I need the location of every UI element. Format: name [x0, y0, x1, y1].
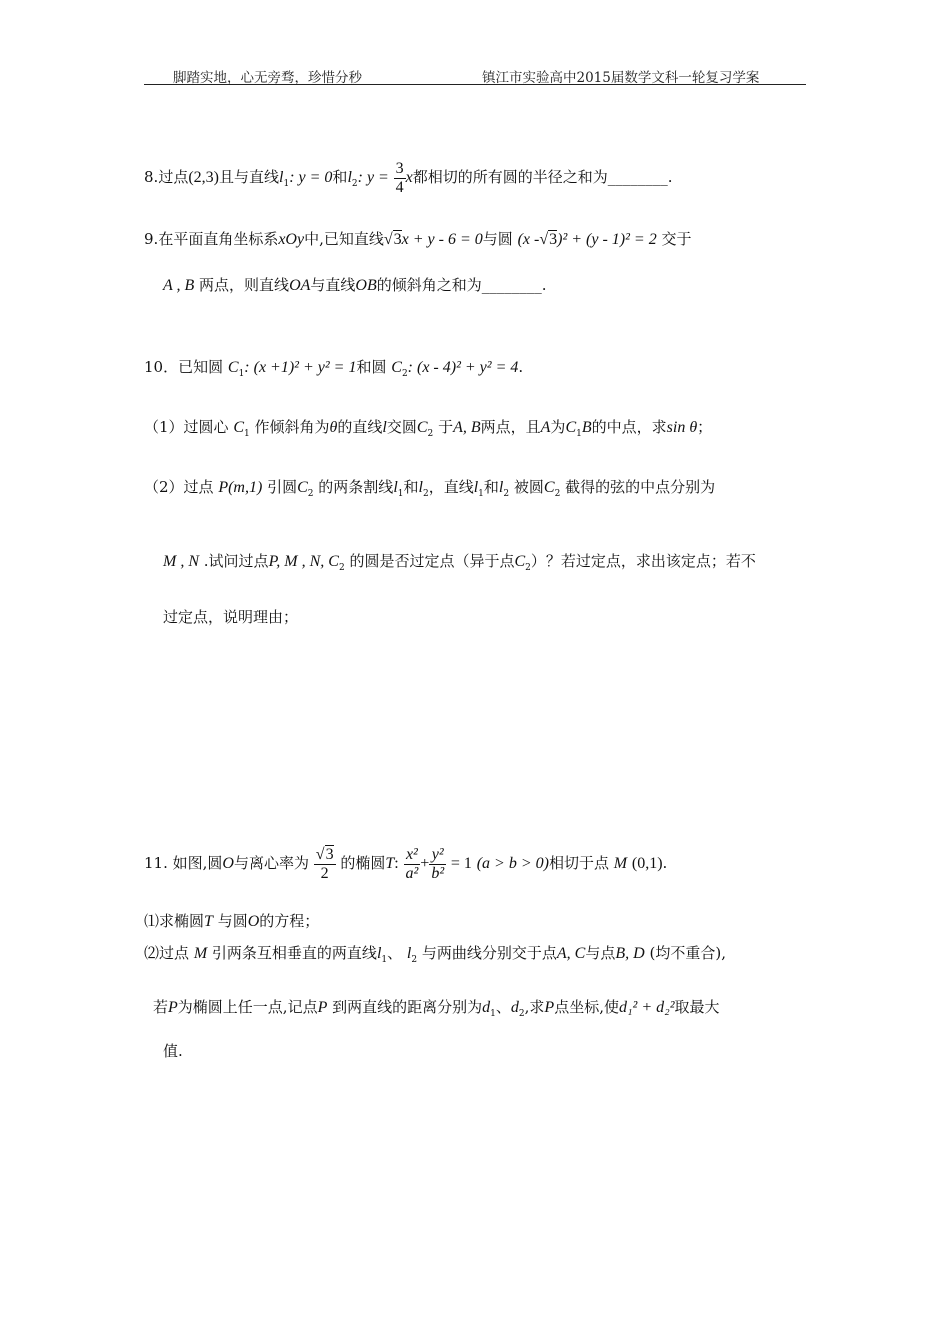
q10-pmnc-sub: 2	[338, 563, 345, 573]
q9-text-3: 与圆	[482, 230, 513, 248]
q11-p-3: P	[544, 999, 555, 1016]
q11-s2-text-g: 为椭圆上任一点,记点	[177, 998, 318, 1016]
q11-cond: (a > b > 0)	[476, 855, 549, 873]
q10-c1: C	[227, 359, 239, 376]
q11-t: T	[385, 855, 395, 873]
q9-line-eq: x + y - 6 = 0	[401, 231, 483, 248]
question-10-part-2-line-2	[163, 552, 756, 574]
question-11-stem	[144, 846, 667, 882]
q11-e-den: 2	[320, 864, 329, 882]
question-11-part-1	[144, 912, 319, 931]
q11-l1: l	[376, 945, 382, 962]
q10-c2: C	[391, 359, 402, 376]
q9-text-7: 的倾斜角之和为________.	[376, 276, 547, 294]
q11-l1-sub: 1	[381, 955, 388, 965]
q10-number: 10．	[144, 358, 179, 376]
q10-p2-text-f: 被圆	[513, 478, 544, 496]
q9-circle-b: )² + (y - 1)² = 2	[557, 231, 657, 248]
q9-oa: OA	[289, 277, 311, 294]
q8-text-3: 和	[332, 168, 348, 187]
q10-c1-eq: : (x +1)² + y² = 1	[244, 359, 357, 376]
q10-p1-text-g: 的中点，求	[591, 418, 667, 436]
q11-s2-text-d: 与点	[585, 944, 616, 962]
q11-number: 11.	[144, 854, 168, 873]
q10-p1-text-a: 作倾斜角为	[254, 418, 330, 436]
q11-p: P	[168, 999, 178, 1016]
q10-a: A	[540, 419, 551, 436]
q11-dsum: d₁² + d₂²	[618, 999, 675, 1016]
q11-y2: y²	[429, 846, 446, 865]
q11-s2-text-k: 取最大	[674, 998, 720, 1016]
q8-fraction	[394, 160, 406, 196]
header-rule	[144, 84, 806, 85]
q8-l2: l	[347, 169, 352, 187]
question-8	[144, 160, 673, 196]
q9-text-6: 与直线	[310, 276, 356, 294]
q10-p1-text-e: 两点，且	[480, 418, 541, 436]
q10-p1-text-b: 的直线	[337, 418, 383, 436]
q10-p2-text-b: 的两条割线	[318, 478, 394, 496]
q10-p2-text-h: .试问过点	[203, 552, 269, 570]
q10-c2-eq: : (x - 4)² + y² = 4	[407, 359, 519, 376]
question-10-part-2-line-3	[163, 608, 298, 626]
question-10-part-2-line-1	[144, 478, 715, 500]
q10-p2-c2b: C	[543, 479, 555, 496]
q9-circle-sqrt: 3	[549, 231, 558, 248]
q10-p2-l1-sub: 1	[397, 489, 404, 499]
q10-p2-c2c: C	[514, 553, 526, 570]
q9-text-1: 在平面直角坐标系	[158, 230, 279, 248]
question-9-line-1: 9.在平面直角坐标系xOy中,已知直线√3x + y - 6 = 0与圆 (x -√3)² + (y - 1)² = 2 交于	[144, 230, 692, 248]
q11-s1-text-c: 的方程；	[259, 912, 320, 930]
q11-p-2: P	[317, 999, 328, 1016]
q11-x2: x²	[404, 846, 421, 865]
q11-s2-text-i: ,求	[524, 998, 545, 1016]
q11-colon: :	[394, 855, 399, 873]
q8-l1: l	[279, 169, 284, 187]
q11-sep: 、	[387, 944, 403, 962]
q11-s2-label: ⑵	[144, 944, 160, 962]
q11-s2-text-f: 若	[153, 998, 169, 1016]
q9-text-2: 中,已知直线	[304, 230, 384, 248]
q11-s2-text-j: 点坐标,使	[554, 998, 619, 1016]
q11-b2: b²	[431, 864, 445, 882]
q11-m: M	[613, 855, 628, 873]
q10-mn: M , N	[163, 553, 199, 570]
question-11-part-2-line-3	[163, 1042, 183, 1060]
q11-a2: a²	[405, 864, 419, 882]
question-10-part-1	[144, 418, 712, 440]
q10-p2-c2-sub: 2	[307, 489, 314, 499]
q11-s2-text-b: 引两条互相垂直的两直线	[211, 944, 377, 962]
q11-s1-t: T	[204, 913, 213, 930]
q11-o: O	[222, 855, 234, 873]
q11-eccentricity: $\frac{√3}{2}$	[315, 846, 334, 882]
q11-sep-2: 、	[495, 998, 511, 1016]
q10-p2-c2: C	[297, 479, 308, 496]
q8-text-4: 都相切的所有圆的半径之和为________.	[412, 168, 673, 187]
q10-c1-sub: 1	[238, 369, 245, 379]
q11-m-coord: (0,1)	[631, 855, 663, 873]
q10-pm: P(m,1)	[218, 479, 263, 496]
q11-end: .	[662, 854, 668, 873]
q11-e-num: 3	[325, 846, 334, 863]
q9-ob: OB	[355, 277, 377, 294]
q8-x: x	[405, 169, 413, 187]
q8-l1-sub: 1	[283, 179, 290, 190]
q11-d2-sub: 2	[518, 1009, 525, 1019]
q10-p2-text-c: 和	[403, 478, 419, 496]
q11-s2-text-l: 值.	[163, 1042, 183, 1060]
q11-frac-y	[429, 846, 446, 882]
q10-p1-b: B	[581, 419, 592, 436]
q11-s2-text-c: 与两曲线分别交于点	[421, 944, 557, 962]
q10-p2-text-j: ）？若过定点，求出该定点；若不	[530, 552, 756, 570]
q11-s2-text-a: 过点	[159, 944, 190, 962]
q10-and: 和圆	[356, 358, 387, 376]
q11-d1: d	[482, 999, 491, 1016]
q8-number: 8.	[144, 168, 159, 187]
q10-p1-text-c: 交圆	[386, 418, 417, 436]
question-10-stem	[144, 358, 523, 380]
q10-p2-l2-sub: 2	[422, 489, 429, 499]
q11-text-1: 如图,圆	[172, 854, 223, 873]
q10-p1-c1: C	[233, 419, 244, 436]
q10-p1-text-d: 于	[438, 418, 454, 436]
q10-pmnc: P, M , N, C	[268, 553, 339, 570]
q11-s2-text-h: 到两直线的距离分别为	[332, 998, 483, 1016]
q11-s1-label: ⑴	[144, 912, 160, 930]
q8-text-2: 且与直线	[218, 168, 279, 187]
q9-line-sqrt: 3	[393, 231, 402, 248]
q11-frac-x	[404, 846, 421, 882]
q10-p1-c1-sub: 1	[244, 429, 250, 439]
q10-p1-c1b-sub: 1	[576, 429, 582, 439]
q11-d2: d	[510, 999, 519, 1016]
q10-p1-label: （1）过圆心	[144, 418, 229, 436]
q10-p1-text-f: 为	[550, 418, 566, 436]
q10-intro: 已知圆	[178, 358, 224, 376]
q8-text-1: 过点	[158, 168, 189, 187]
q9-xoy: xOy	[278, 231, 305, 248]
q10-p1-c2-sub: 2	[427, 429, 434, 439]
q10-p2-text-a: 引圆	[267, 478, 298, 496]
q10-p2-text-e: 和	[483, 478, 499, 496]
q9-text-4: 交于	[661, 230, 692, 248]
q8-frac-den: 4	[395, 178, 404, 196]
q10-p2-l2b: l	[498, 479, 504, 496]
q10-p1-end: ；	[697, 418, 713, 436]
q10-p2-text-i: 的圆是否过定点（异于点	[349, 552, 515, 570]
q10-ab: A, B	[453, 419, 481, 436]
q10-p2-text-g: 截得的弦的中点分别为	[565, 478, 716, 496]
q11-s2-m: M	[193, 945, 208, 962]
q10-theta: θ	[329, 419, 338, 436]
q10-p2-text-k: 过定点，说明理由；	[163, 608, 299, 626]
q8-l2-sub: 2	[351, 179, 358, 190]
q11-s1-o: O	[247, 913, 260, 930]
q10-p2-l1: l	[393, 479, 398, 496]
q10-end: .	[518, 358, 524, 376]
q10-p1-c1b: C	[565, 419, 577, 436]
q11-text-2: 与离心率为	[233, 854, 309, 873]
q11-s2-text-e: (均不重合),	[649, 944, 726, 962]
q11-l2: l	[406, 945, 412, 962]
header-left-motto: 脚踏实地，心无旁骛，珍惜分秒	[173, 70, 362, 86]
q10-p1-c2: C	[416, 419, 428, 436]
q9-text-5: 两点，则直线	[199, 276, 290, 294]
q8-point: (2,3)	[188, 169, 219, 187]
q8-l2-eq: : y =	[357, 169, 389, 187]
q10-p2-l2b-sub: 2	[503, 489, 510, 499]
q11-s1-text-a: 求椭圆	[159, 912, 205, 930]
q11-plus: +	[420, 855, 430, 873]
question-9-line-2	[163, 276, 547, 295]
q10-c2-sub: 2	[401, 369, 408, 379]
q11-bd: B, D	[615, 945, 645, 962]
q9-number: 9.	[144, 230, 159, 248]
q10-sin-theta: sin θ	[666, 419, 698, 436]
q8-l1-eq: : y = 0	[289, 169, 333, 187]
q11-text-4: 相切于点	[548, 854, 609, 873]
q10-p2-l2: l	[418, 479, 423, 496]
q9-ab: A , B	[163, 277, 195, 294]
q10-p2-l1b-sub: 1	[478, 489, 484, 499]
q11-ac: A, C	[556, 945, 586, 962]
question-11-part-2-line-2	[153, 998, 720, 1020]
q11-s1-text-b: 与圆	[217, 912, 248, 930]
q11-d1-sub: 1	[490, 1009, 496, 1019]
q9-circle-a: (x -	[517, 231, 540, 248]
q10-l: l	[382, 419, 387, 436]
q10-p2-c2b-sub: 2	[554, 489, 561, 499]
header-right-title: 镇江市实验高中2015届数学文科一轮复习学案	[482, 70, 760, 86]
q11-text-3: 的椭圆	[340, 854, 386, 873]
q10-p2-label: （2）过点	[144, 478, 214, 496]
q10-p2-l1b: l	[473, 479, 479, 496]
q11-l2-sub: 2	[411, 955, 418, 965]
q10-p2-text-d: ，直线	[428, 478, 474, 496]
q10-p2-c2c-sub: 2	[525, 563, 531, 573]
q8-frac-num: 3	[395, 160, 404, 177]
q11-eq1: = 1	[450, 855, 472, 873]
question-11-part-2-line-1	[144, 944, 726, 966]
